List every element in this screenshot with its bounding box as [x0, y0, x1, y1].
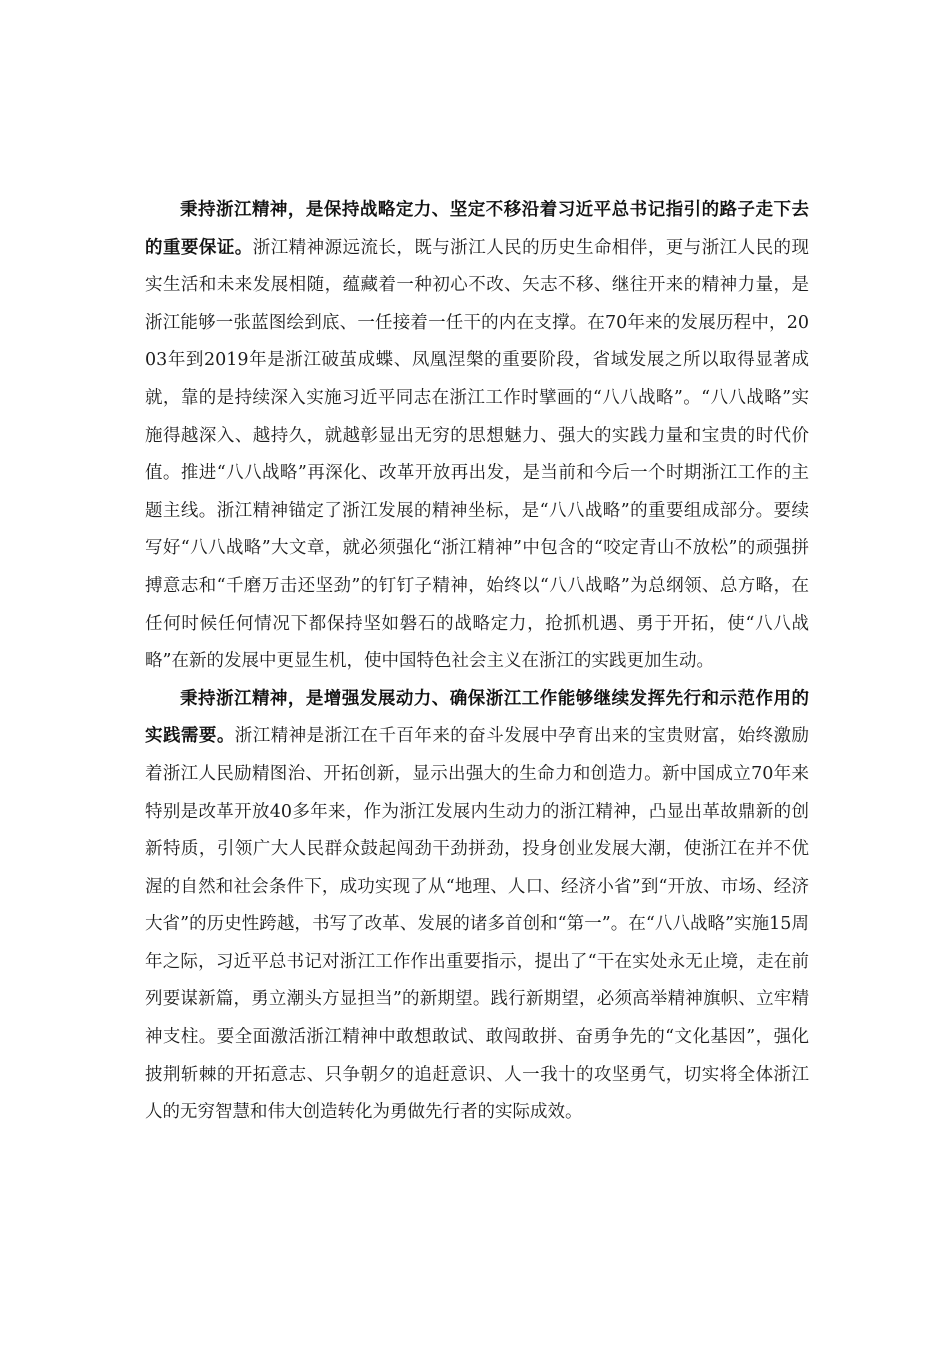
paragraph-1-lead: 秉持浙江精神，是保持战略定力、坚定不移沿着习近平总书记指引的路子走下去的重要保证。 — [145, 200, 809, 258]
paragraph-2-text: 浙江精神是浙江在千百年来的奋斗发展中孕育出来的宝贵财富，始终激励着浙江人民励精图治、开拓创新，显示出强大的生命力和创造力。新中国成立70年来特别是改革开放40多年来，作为浙江发展内生动力的浙江精神，凸显出革故鼎新的创新特质，引领广大人民群众鼓起闯劲干劲拼劲，投身创业发展大潮，使浙江在并不优渥的自然和社会条件下，成功实现了从“地理、人口、经济小省”到“开放、市场、经济大省”的历史性跨越，书写了改革、发展的诸多首创和“第一”。在“八八战略”实施15周年之际，习近平总书记对浙江工作作出重要指示，提出了“干在实处永无止境，走在前列要谋新篇，勇立潮头方显担当”的新期望。践行新期望，必须高举精神旗帜、立牢精神支柱。要全面激活浙江精神中敢想敢试、敢闯敢拼、奋勇争先的“文化基因”，强化披荆斩棘的开拓意志、只争朝夕的追赶意识、人一我十的攻坚勇气，切实将全体浙江人的无穷智慧和伟大创造转化为勇做先行者的实际成效。 — [145, 726, 810, 1123]
paragraph-2-lead: 秉持浙江精神，是增强发展动力、确保浙江工作能够继续发挥先行和示范作用的实践需要。 — [145, 688, 809, 747]
paragraph-1-text: 浙江精神源远流长，既与浙江人民的历史生命相伴，更与浙江人民的现实生活和未来发展相随，蕴藏着一种初心不改、矢志不移、继往开来的精神力量，是浙江能够一张蓝图绘到底、一任接着一任干的内在支撑。在70年来的发展历程中，2003年到2019年是浙江破茧成蝶、凤凰涅槃的重要阶段，省域发展之所以取得显著成就，靠的是持续深入实施习近平同志在浙江工作时擘画的“八八战略”。“八八战略”实施得越深入、越持久，就越彰显出无穷的思想魅力、强大的实践力量和宝贵的时代价值。推进“八八战略”再深化、改革开放再出发，是当前和今后一个时期浙江工作的主题主线。浙江精神锚定了浙江发展的精神坐标，是“八八战略”的重要组成部分。要续写好“八八战略”大文章，就必须强化“浙江精神”中包含的“咬定青山不放松”的顽强拼搏意志和“千磨万击还坚劲”的钉钉子精神，始终以“八八战略”为总纲领、总方略，在任何时候任何情况下都保持坚如磐石的战略定力，抢抓机遇、勇于开拓，使“八八战略”在新的发展中更显生机，使中国特色社会主义在浙江的实践更加生动。 — [145, 237, 809, 672]
paragraph-1 — [145, 192, 809, 681]
document-body — [145, 192, 809, 1132]
paragraph-2 — [145, 681, 809, 1132]
